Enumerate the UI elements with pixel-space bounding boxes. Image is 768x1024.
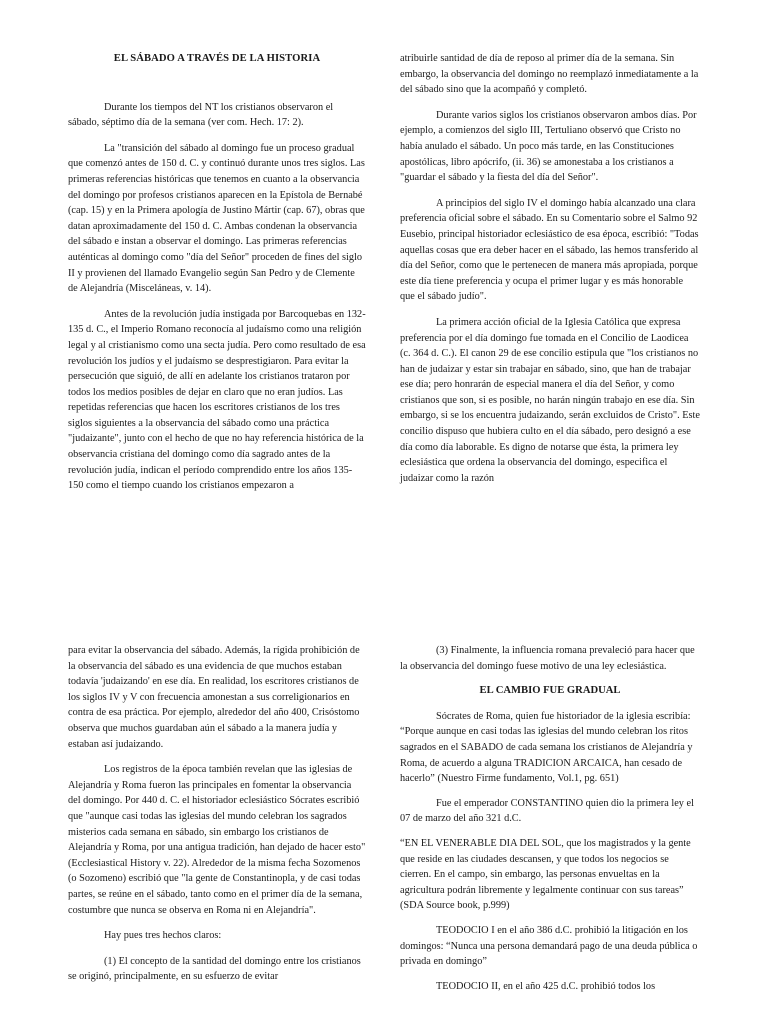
paragraph: (1) El concepto de la santidad del domingo entre los cristianos se originó, principalmente, en su esfuerzo de evitar <box>68 955 361 983</box>
paragraph: Durante los tiempos del NT los cristianos observaron el sábado, séptimo día de la semana (ver com. Hech. 17: 2). <box>68 101 334 129</box>
paragraph: Antes de la revolución judía instigada por Barcoquebas en 132-135 d. C., el Imperio Romano reconocía al judaísmo como una religión legal y al cristianismo como una secta judía. Pero como resultado de esa revolución los judíos y el judaísmo se desprestigiaron. Para evitar la persecución que siguió, de allí en adelante los cristianos trataron por todos los medios posibles de dejar en claro que no eran judíos. Las repetidas referencias que hacen los escritores cristianos de los tres siglos siguientes a la observancia del sábado como una práctica "judaizante", junto con el hecho de que no hay referencia histórica de la observancia cristiana del domingo como día sagrado antes de la revolución judía, indican el período comprendido entre los años 135-150 como el tiempo cuando los cristianos empezaron a <box>68 308 366 492</box>
paragraph: “EN EL VENERABLE DIA DEL SOL, que los magistrados y la gente que reside en las ciudades descansen, y que todos los negocios se cierren. En el campo, sin embargo, las personas envueltas en la agricultura podrán libremente y legalmente continuar con sus tareas” (SDA Source book, p.999) <box>400 837 691 912</box>
paragraph: Fue el emperador CONSTANTINO quien dio la primera ley el 07 de marzo del año 321 d.C. <box>400 797 694 825</box>
paragraph: (3) Finalmente, la influencia romana prevaleció para hacer que la observancia del domingo fuese motivo de una ley eclesiástica. <box>400 645 695 672</box>
page2-left-column <box>68 643 366 995</box>
page1-left-column <box>68 51 366 504</box>
paragraph: A principios del siglo IV el domingo había alcanzado una clara preferencia oficial sobre el sábado. En su Comentario sobre el Salmo 92 Eusebio, principal historiador eclesiástico de esa época, escribió: "Todas aquellas cosas que era deber hacer en el sábado, las hemos transferido al día del Señor, como que le pertenecen de manera más apropiada, porque este día tiene preferencia y ocupa el primer lugar y es más honorable que el sábado judío". <box>400 197 699 303</box>
paragraph: Hay pues tres hechos claros: <box>104 930 222 942</box>
paragraph: La "transición del sábado al domingo fue un proceso gradual que comenzó antes de 150 d. C. y continuó durante unos tres siglos. Las primeras referencias históricas que tenemos en cuanto a la observancia del domingo por profesos cristianos aparecen en la Epístola de Bernabé (cap. 15) y en la Primera apología de Justino Mártir (cap. 67), obras que datan aproximadamente del 150 d. C. Ambas condenan la observancia del sábado e instan a observar el domingo. Las primeras referencias auténticas al domingo como "día del Señor" proceden de fines del siglo II y provienen del llamado Evangelio según San Pedro y de Clemente de Alejandría (Misceláneas, v. 14). <box>68 142 365 295</box>
paragraph: Sócrates de Roma, quien fue historiador de la iglesia escribía: “Porque aunque en casi todas las iglesias del mundo celebran los ritos sagrados en el SABADO de cada semana los cristianos de Alejandría y Roma, de acuerdo a alguna TRADICION ARCAICA, han cesado de hacerlo” (Nuestro Firme fundamento, Vol.1, pg. 651) <box>400 710 693 785</box>
paragraph: para evitar la observancia del sábado. Además, la rígida prohibición de la observancia del sábado es una evidencia de que muchos estaban todavía 'judaizando' en ese día. En realidad, los escritores cristianos de los siglos IV y V con frecuencia amonestan a sus correligionarios en contra de esa práctica. Por ejemplo, alrededor del año 400, Crisóstomo observa que muchos guardaban aún el sábado a la manera judía y estaban así judaizando. <box>68 645 360 750</box>
paragraph: TEODOCIO I en el año 386 d.C. prohibió la litigación en los domingos: “Nunca una persona demandará pago de una deuda pública o privada en domingo” <box>400 924 698 968</box>
page1-right-column <box>400 51 700 496</box>
paragraph: Los registros de la época también revelan que las iglesias de Alejandría y Roma fueron las principales en fomentar la observancia del domingo. Por 440 d. C. el historiador eclesiástico Sócrates escribió que "aunque casi todas las iglesias del mundo celebran los sagrados misterios cada semana en sábado, sin embargo los cristianos de Alejandría y Roma, por una antigua tradición, han dejado de hacer esto" (Ecclesiastical History v. 22). Alrededor de la misma fecha Sozomenos (o Sozomeno) escribió que "la gente de Constantinopla, y de casi todas partes, se reúne en el sábado, tanto como en el primer día de la semana, costumbre que nunca se observa en Roma ni en Alejandría". <box>68 764 366 916</box>
paragraph: atribuirle santidad de día de reposo al primer día de la semana. Sin embargo, la observancia del domingo no reemplazó inmediatamente a la del sábado sino que la acompañó y completó. <box>400 53 699 96</box>
paragraph: Durante varios siglos los cristianos observaron ambos días. Por ejemplo, a comienzos del siglo III, Tertuliano observó que Cristo no había anulado el sábado. Un poco más tarde, en las Constituciones apostólicas, libro apócrifo, (ii. 36) se amonestaba a los cristianos a "guardar el sábado y la fiesta del día del Señor". <box>400 109 697 184</box>
document-title: EL SÁBADO A TRAVÉS DE LA HISTORIA <box>113 53 321 64</box>
section-heading: EL CAMBIO FUE GRADUAL <box>479 685 621 697</box>
page2-right-column <box>400 643 700 1003</box>
paragraph: La primera acción oficial de la Iglesia Católica que expresa preferencia por el día domingo fue tomada en el Concilio de Laodicea (c. 364 d. C.). El canon 29 de ese concilio estipula que "los cristianos no han de judaizar y estar sin trabajar en sábado, sino, que han de trabajar ese día; pero honrarán de especial manera el día del Señor, y como cristianos que son, si es posible, no harán ningún trabajo en ese día. Sin embargo, si se los encuentra judaizando, serán excluidos de Cristo". Este concilio dispuso que hubiera culto en el día sábado, pero designó a ese día como día laborable. Es digno de notarse que ésta, la primera ley eclesiástica que ordena la observancia del domingo, especifica el judaizar como la razón <box>400 316 700 484</box>
paragraph: TEODOCIO II, en el año 425 d.C. prohibió todos los <box>436 980 656 992</box>
